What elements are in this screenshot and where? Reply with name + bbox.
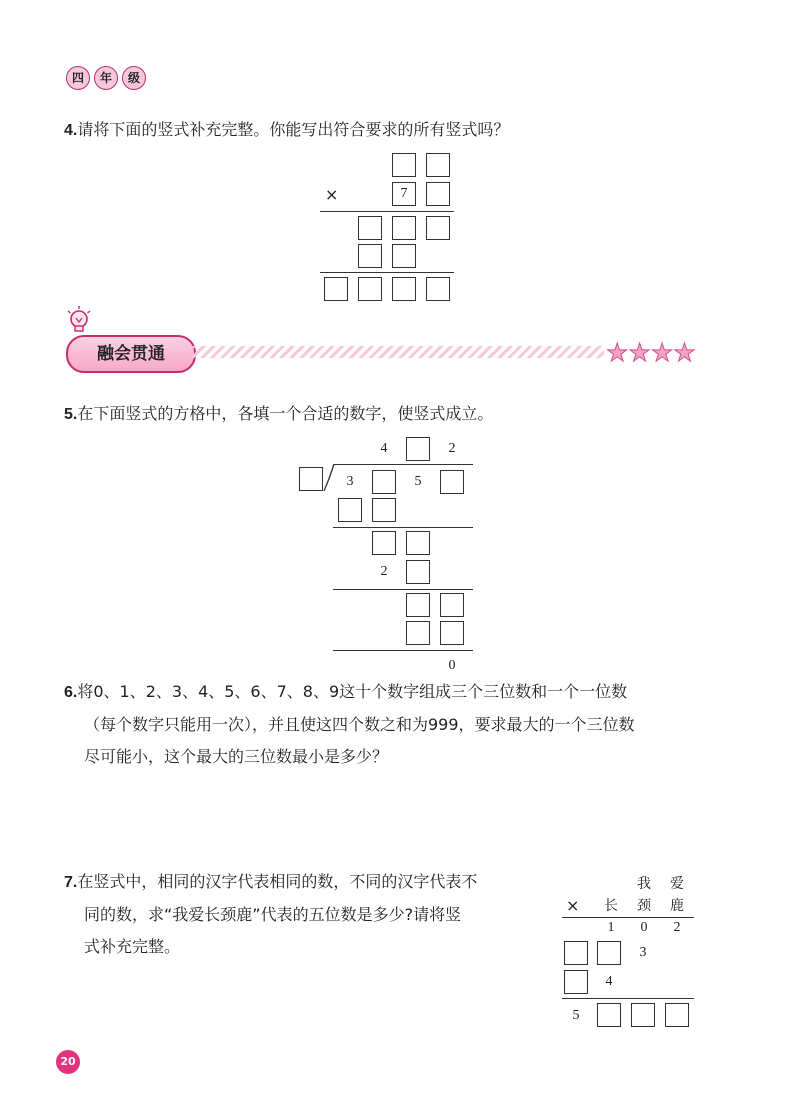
quotient-digit: 4 <box>380 441 388 456</box>
question-text: 请将下面的竖式补充完整。你能写出符合要求的所有竖式吗？ <box>77 120 510 139</box>
answer-box[interactable] <box>372 498 396 522</box>
answer-box[interactable] <box>372 531 396 555</box>
answer-box[interactable] <box>426 153 450 177</box>
answer-box[interactable] <box>392 277 416 301</box>
section-title: 融会贯通 <box>66 335 196 373</box>
question-number: 4. <box>64 122 78 139</box>
question-6 <box>64 676 734 773</box>
grade-char: 四 <box>66 66 90 90</box>
question-line: 将0、1、2、3、4、5、6、7、8、9这十个数字组成三个三位数和一个一位数 <box>77 682 628 701</box>
answer-box[interactable] <box>358 277 382 301</box>
answer-box[interactable] <box>564 941 588 965</box>
question-7 <box>64 866 554 963</box>
remainder-digit: 0 <box>448 658 456 673</box>
question-line: （每个数字只能用一次），并且使这四个数之和为999，要求最大的一个三位数 <box>84 715 635 734</box>
answer-box[interactable] <box>440 621 464 645</box>
quotient-digit: 2 <box>448 441 456 456</box>
answer-box[interactable] <box>597 941 621 965</box>
question-line: 尽可能小，这个最大的三位数最小是多少？ <box>84 747 389 766</box>
answer-box[interactable] <box>392 244 416 268</box>
multiply-sign: × <box>325 185 339 204</box>
product-digit: 2 <box>380 564 388 579</box>
answer-box[interactable] <box>406 621 430 645</box>
answer-box[interactable] <box>564 970 588 994</box>
page-number: 20 <box>56 1050 80 1074</box>
partial-digit: 4 <box>605 974 613 989</box>
rule-line <box>320 211 454 212</box>
partial-digit: 3 <box>639 945 647 960</box>
dividend-digit: 3 <box>346 474 354 489</box>
question-number: 6. <box>64 684 78 701</box>
difficulty-stars-icon: ★★★★ <box>606 338 696 367</box>
rule-line <box>333 650 473 651</box>
question-4 <box>64 114 509 147</box>
rule-line <box>333 527 473 528</box>
question-text: 在下面竖式的方格中，各填一个合适的数字，使竖式成立。 <box>77 404 494 423</box>
product-digit: 5 <box>572 1008 580 1023</box>
question-line: 在竖式中，相同的汉字代表相同的数，不同的汉字代表不 <box>77 872 478 891</box>
hanzi-wo: 我 <box>637 876 651 892</box>
question-line: 式补充完整。 <box>84 937 181 956</box>
answer-box[interactable] <box>665 1003 689 1027</box>
answer-box[interactable] <box>631 1003 655 1027</box>
answer-box[interactable] <box>597 1003 621 1027</box>
answer-box[interactable] <box>392 153 416 177</box>
rule-line <box>562 998 694 999</box>
answer-box[interactable] <box>440 470 464 494</box>
answer-box[interactable] <box>406 437 430 461</box>
division-bracket-icon <box>322 463 336 493</box>
question-line: 同的数，求“我爱长颈鹿”代表的五位数是多少?请将竖 <box>84 905 462 924</box>
dividend-digit: 5 <box>414 474 422 489</box>
hanzi-chang: 长 <box>604 898 618 914</box>
digit-7: 7 <box>400 186 408 201</box>
question-5 <box>64 398 493 431</box>
division-bar <box>333 464 473 465</box>
rule-line <box>333 589 473 590</box>
answer-box[interactable] <box>392 216 416 240</box>
grade-char: 年 <box>94 66 118 90</box>
answer-box[interactable] <box>426 182 450 206</box>
answer-box[interactable] <box>324 277 348 301</box>
grade-char: 级 <box>122 66 146 90</box>
multiply-sign: × <box>566 896 580 915</box>
question-number: 7. <box>64 874 78 891</box>
answer-box[interactable] <box>338 498 362 522</box>
answer-box[interactable] <box>426 216 450 240</box>
answer-box[interactable] <box>406 531 430 555</box>
answer-box[interactable] <box>372 470 396 494</box>
hanzi-ai: 爱 <box>670 876 684 892</box>
answer-box[interactable] <box>406 593 430 617</box>
answer-box[interactable] <box>406 560 430 584</box>
hanzi-lu: 鹿 <box>670 898 684 914</box>
question-number: 5. <box>64 406 78 423</box>
grade-badge <box>66 66 146 90</box>
answer-box[interactable] <box>426 277 450 301</box>
section-divider <box>192 346 604 358</box>
rule-line <box>320 272 454 273</box>
partial-digit: 0 <box>640 920 648 935</box>
answer-box[interactable] <box>358 216 382 240</box>
answer-box[interactable] <box>440 593 464 617</box>
partial-digit: 1 <box>607 920 615 935</box>
answer-box[interactable] <box>358 244 382 268</box>
hanzi-jing: 颈 <box>637 898 651 914</box>
divisor-box[interactable] <box>299 467 323 491</box>
partial-digit: 2 <box>673 920 681 935</box>
